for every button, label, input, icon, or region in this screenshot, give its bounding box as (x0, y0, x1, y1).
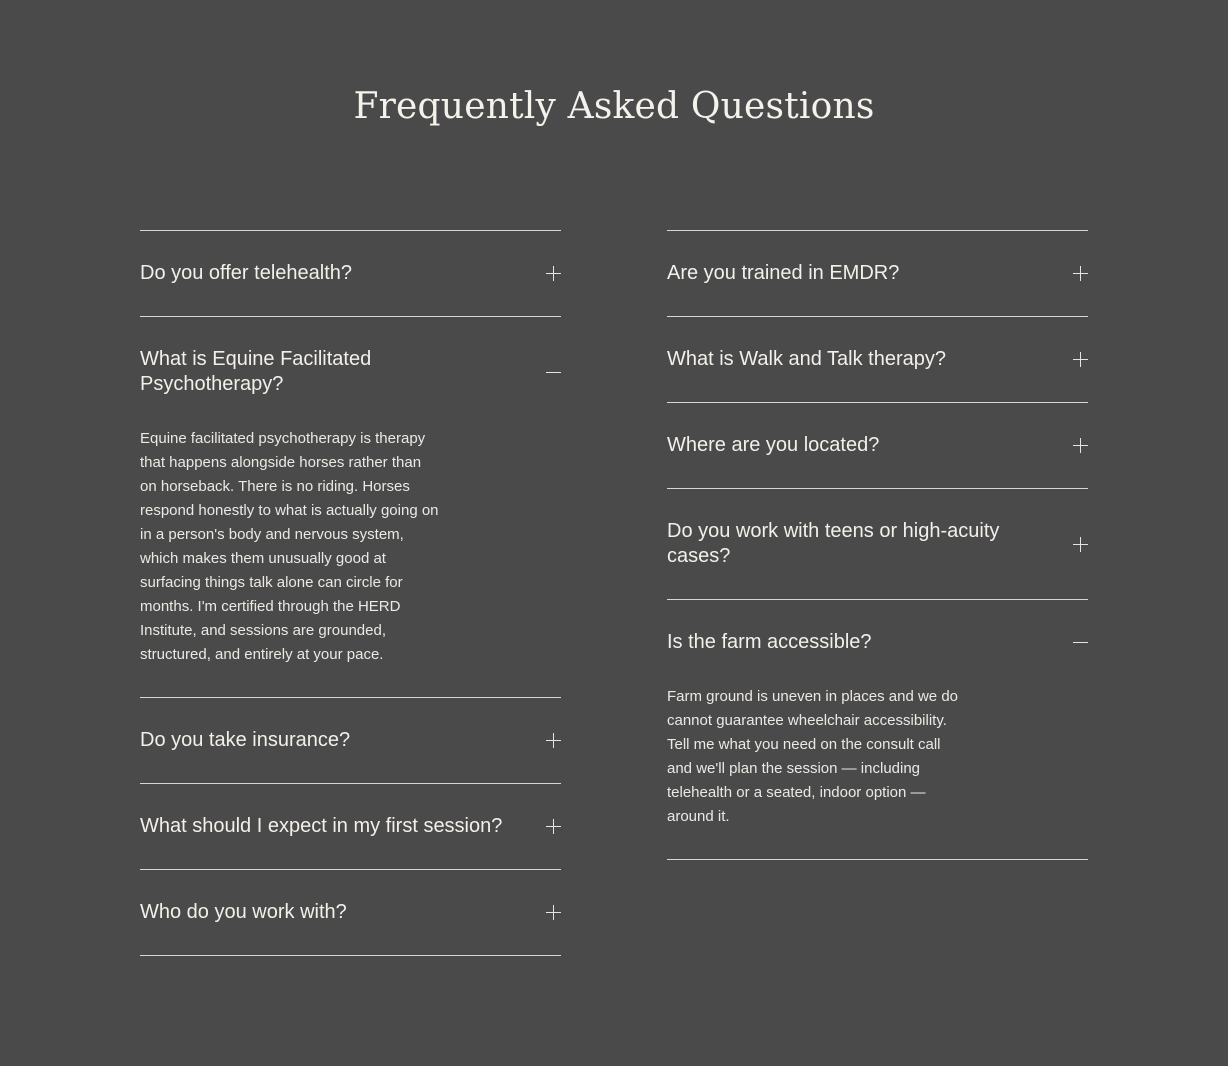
faq-column-left (140, 230, 561, 956)
faq-item-emdr (667, 231, 1088, 317)
faq-question: Are you trained in EMDR? (667, 262, 900, 284)
faq-question: What is Walk and Talk therapy? (667, 348, 947, 370)
minus-icon[interactable] (546, 365, 561, 380)
faq-question: What is Equine Facilitated Psychotherapy? (140, 348, 372, 395)
faq-toggle-telehealth[interactable] (140, 231, 561, 316)
faq-toggle-emdr[interactable] (667, 231, 1088, 316)
faq-column-right (667, 230, 1088, 860)
faq-toggle-insurance[interactable] (140, 698, 561, 783)
faq-question: Do you take insurance? (140, 729, 351, 751)
faq-item-location (667, 403, 1088, 489)
faq-toggle-equine-therapy[interactable] (140, 317, 561, 427)
faq-answer: Farm ground is uneven in places and we do cannot guarantee wheelchair accessibility. Tell me what you need on the consult call and we'll plan the session — including telehealth or a seated, indoor option — around it. (667, 688, 959, 825)
plus-icon[interactable] (1073, 352, 1088, 367)
faq-toggle-first-session[interactable] (140, 784, 561, 869)
faq-question: Do you offer telehealth? (140, 262, 353, 284)
faq-toggle-who-work-with[interactable] (140, 870, 561, 955)
faq-toggle-teens[interactable] (667, 489, 1088, 599)
plus-icon[interactable] (546, 905, 561, 920)
minus-icon[interactable] (1073, 635, 1088, 650)
plus-icon[interactable] (546, 819, 561, 834)
faq-question: Is the farm accessible? (667, 631, 872, 653)
faq-item-equine-therapy (140, 317, 561, 698)
plus-icon[interactable] (1073, 438, 1088, 453)
faq-question: Do you work with teens or high-acuity cases? (667, 520, 1000, 567)
faq-item-insurance (140, 698, 561, 784)
faq-answer: Equine facilitated psychotherapy is therapy that happens alongside horses rather than on horseback. There is no riding. Horses respond honestly to what is actually going on in a person's body and nervous system, which makes them unusually good at surfacing things talk alone can circle for months. I'm certified through the HERD Institute, and sessions are grounded, structured, and entirely at your pace. (140, 430, 439, 663)
faq-item-walk-talk (667, 317, 1088, 403)
plus-icon[interactable] (546, 733, 561, 748)
faq-item-first-session (140, 784, 561, 870)
faq-question: What should I expect in my first session? (140, 815, 503, 837)
plus-icon[interactable] (1073, 266, 1088, 281)
faq-item-who-work-with (140, 870, 561, 956)
faq-toggle-location[interactable] (667, 403, 1088, 488)
faq-item-accessibility (667, 600, 1088, 860)
page-title: Frequently Asked Questions (353, 86, 875, 127)
faq-toggle-accessibility[interactable] (667, 600, 1088, 685)
plus-icon[interactable] (546, 266, 561, 281)
plus-icon[interactable] (1073, 537, 1088, 552)
faq-toggle-walk-talk[interactable] (667, 317, 1088, 402)
faq-item-teens (667, 489, 1088, 600)
faq-question: Where are you located? (667, 434, 880, 456)
faq-question: Who do you work with? (140, 901, 347, 923)
faq-item-telehealth (140, 231, 561, 317)
